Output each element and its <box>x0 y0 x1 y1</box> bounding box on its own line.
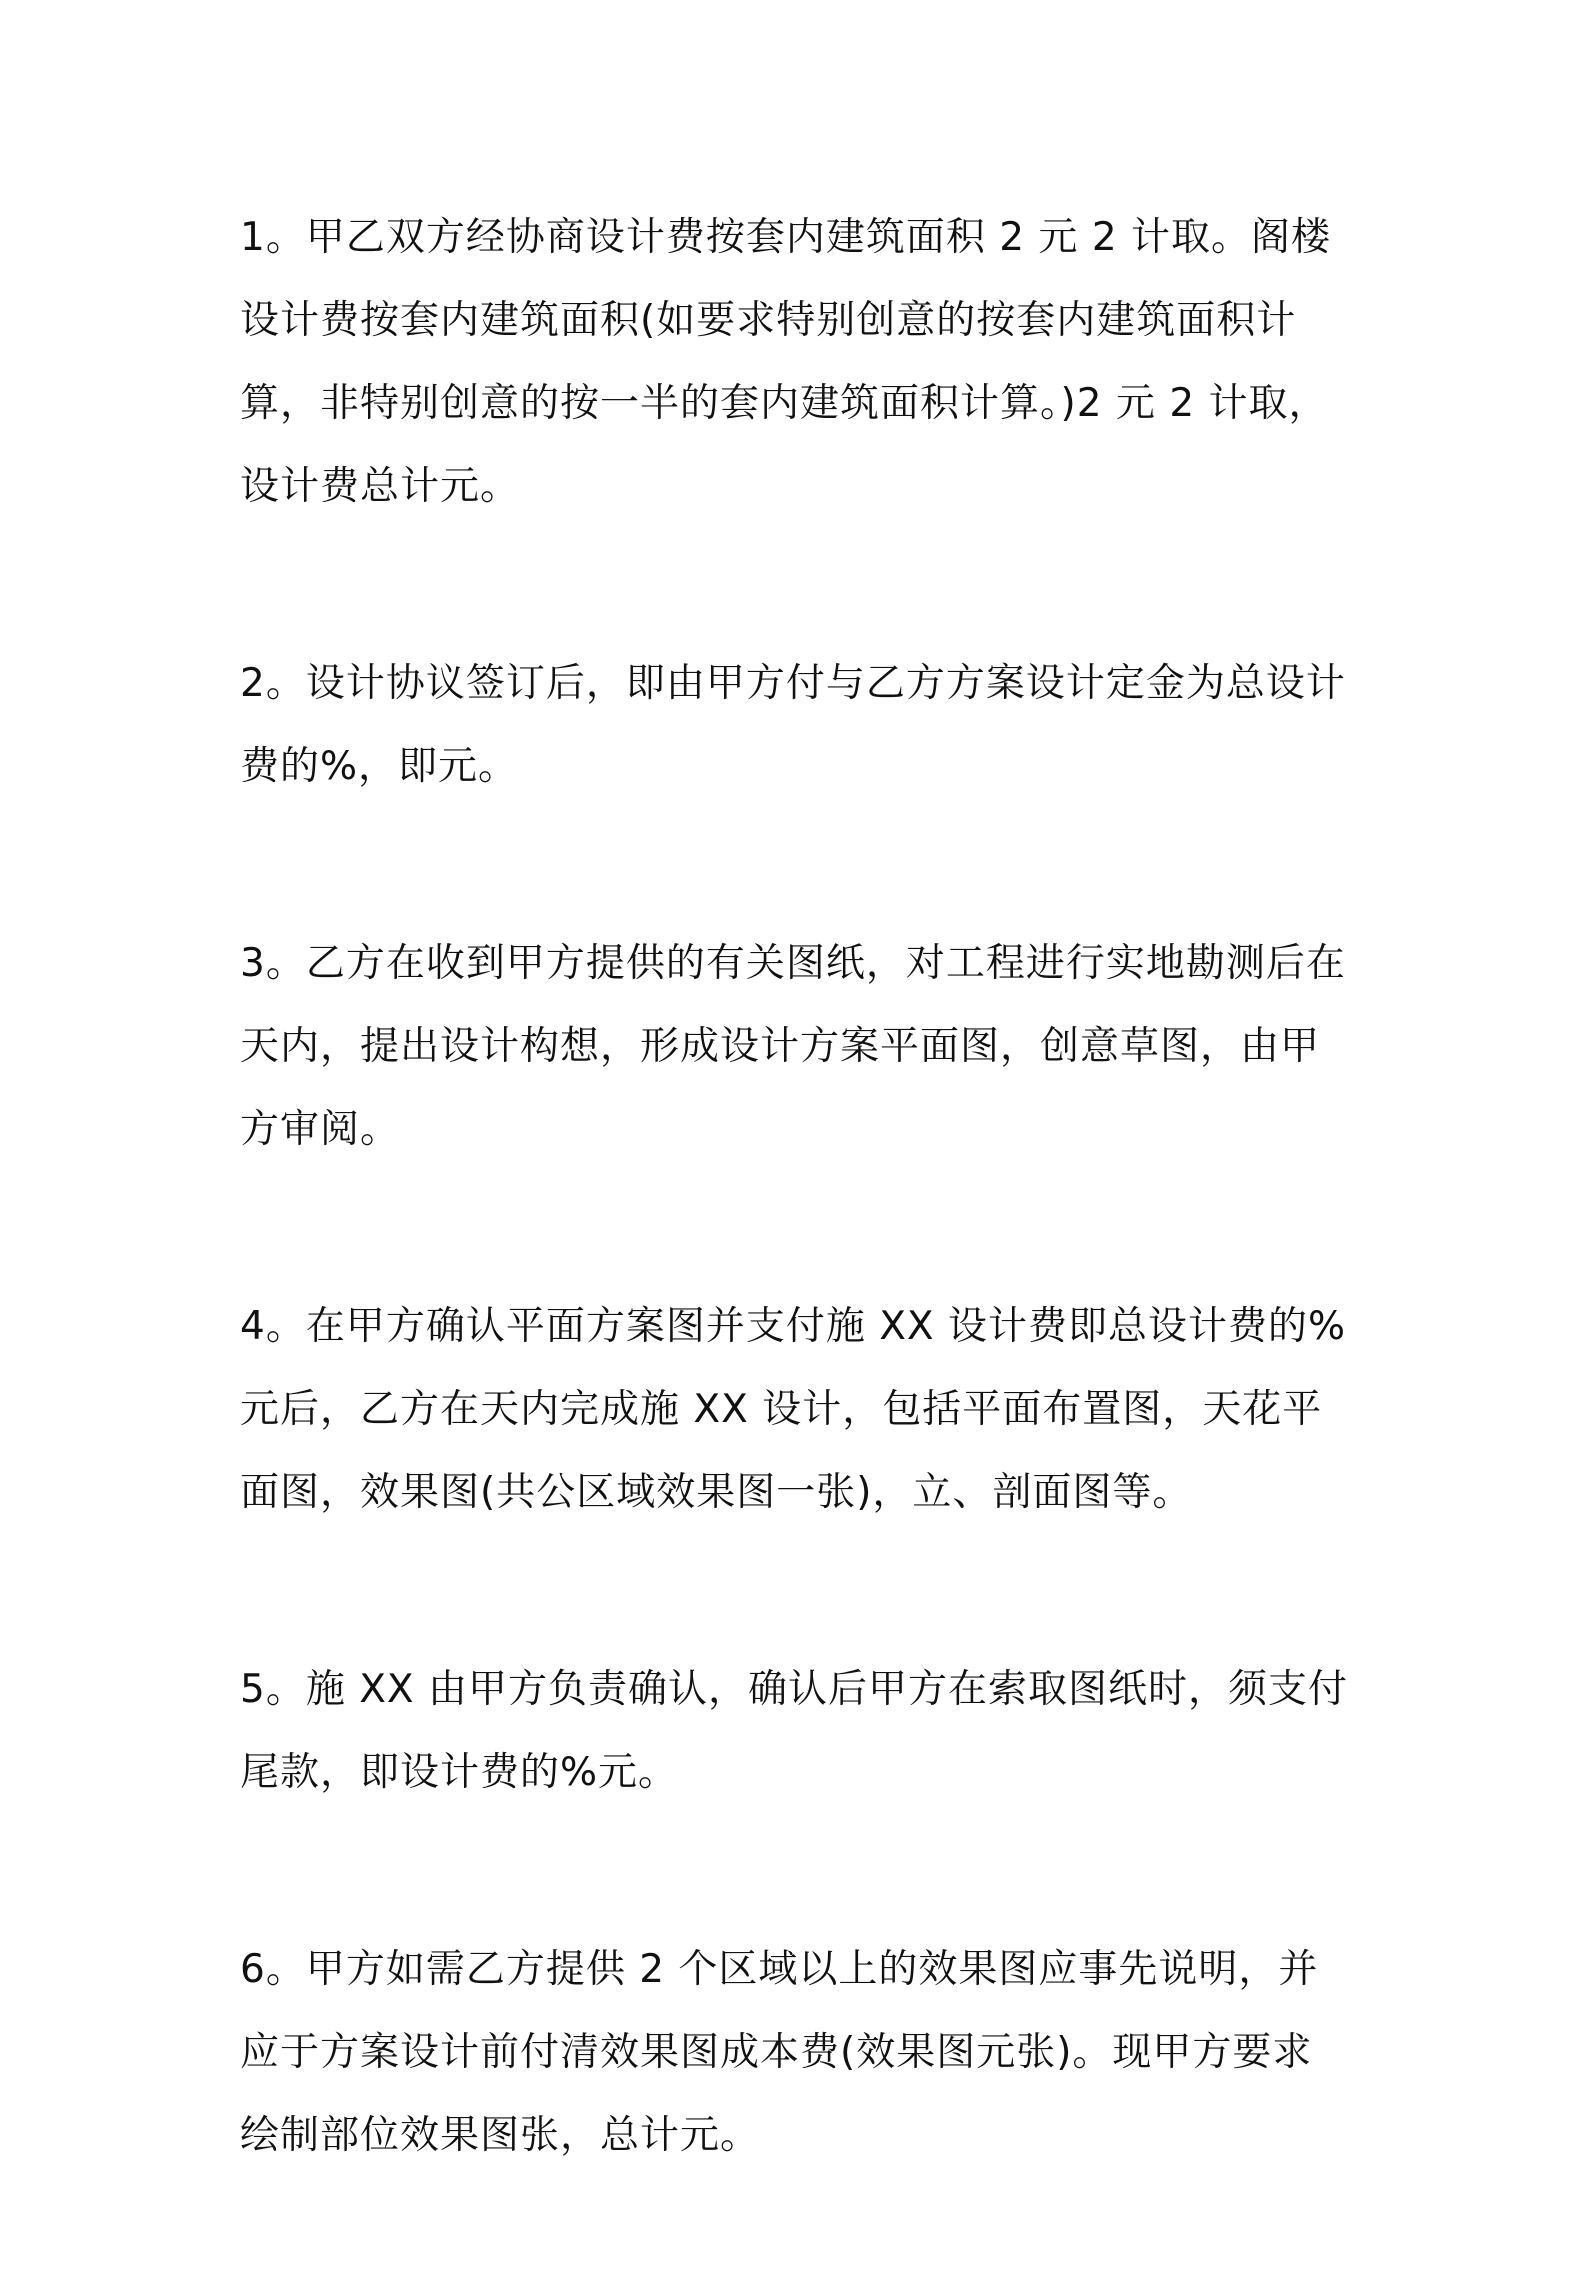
clause-4: 4。在甲方确认平面方案图并支付施 XX 设计费即总设计费的%元后，乙方在天内完成施 XX 设计，包括平面布置图，天花平面图，效果图(共公区域效果图一张)，立、剖面图等。 <box>240 1304 1347 1515</box>
document-body <box>240 196 1350 2291</box>
clause-5: 5。施 XX 由甲方负责确认，确认后甲方在索取图纸时，须支付尾款，即设计费的%元。 <box>240 1667 1349 1795</box>
clause-3: 3。乙方在收到甲方提供的有关图纸，对工程进行实地勘测后在天内，提出设计构想，形成设计方案平面图，创意草图，由甲方审阅。 <box>240 941 1346 1152</box>
clause-6: 6。甲方如需乙方提供 2 个区域以上的效果图应事先说明，并应于方案设计前付清效果图成本费(效果图元张)。现甲方要求绘制部位效果图张，总计元。 <box>240 1947 1319 2158</box>
clause-2: 2。设计协议签订后，即由甲方付与乙方方案设计定金为总设计费的%，即元。 <box>240 661 1346 789</box>
clause-1: 1。甲乙双方经协商设计费按套内建筑面积 2 元 2 计取。阁楼设计费按套内建筑面积(如要求特别创意的按套内建筑面积计算，非特别创意的按一半的套内建筑面积计算。)2 元 2 计取，设计费总计元。 <box>240 215 1332 509</box>
